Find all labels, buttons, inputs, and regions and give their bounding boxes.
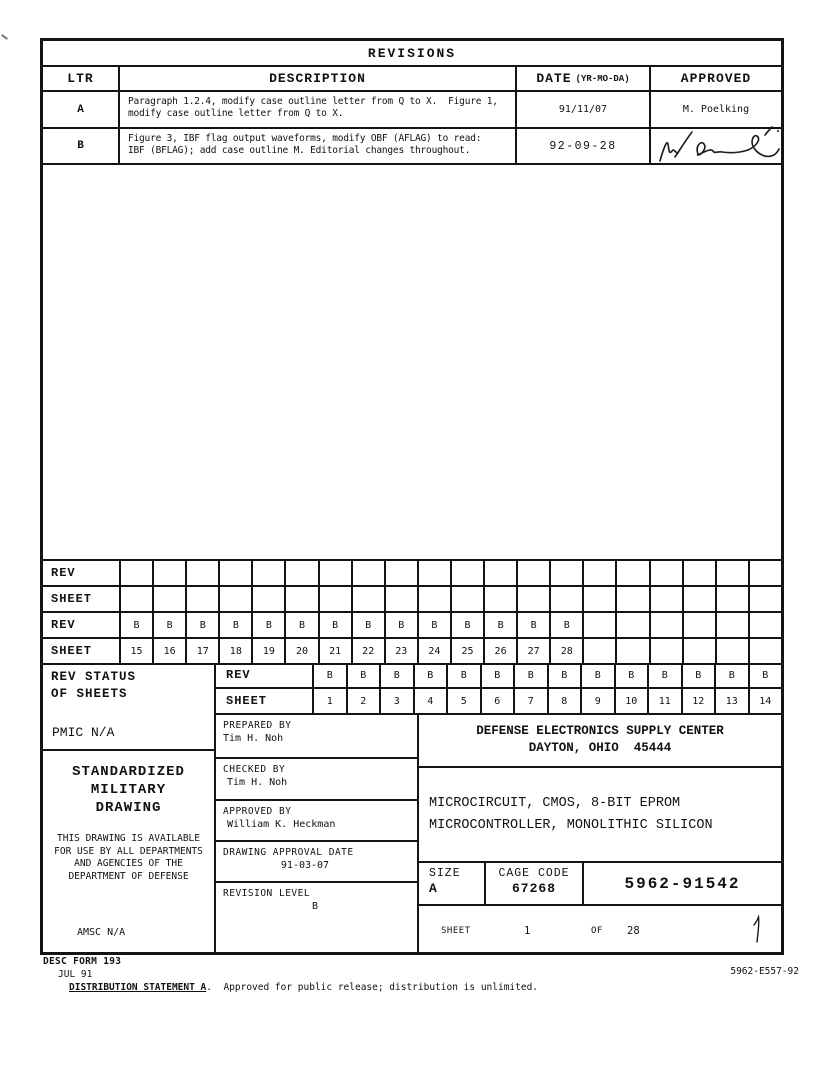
drawing-title-line1: MICROCIRCUIT, CMOS, 8-BIT EPROM (429, 795, 681, 811)
approved-by-value: William K. Heckman (227, 819, 336, 830)
grid-cell (649, 613, 682, 637)
scan-artifact (1, 34, 8, 40)
grid-cell (582, 613, 615, 637)
grid-cell (516, 587, 549, 611)
grid-cell (748, 587, 781, 611)
grid-cell (318, 587, 351, 611)
grid-cell (748, 561, 781, 585)
approval-date-value: 91-03-07 (280, 860, 330, 871)
grid-cell (351, 587, 384, 611)
checked-by-label: CHECKED BY (223, 764, 286, 775)
grid-cell: 15 (130, 645, 143, 657)
grid-cell: B (251, 613, 284, 637)
grid-cell: B (417, 613, 450, 637)
grid-cell (121, 561, 152, 585)
revision-b-approved (651, 129, 781, 163)
prepared-by-label: PREPARED BY (223, 720, 292, 731)
grid-cell (185, 587, 218, 611)
grid-cell: B (326, 669, 333, 681)
grid-cell (649, 561, 682, 585)
grid-cell: B (580, 663, 614, 687)
revision-a-date: 91/11/07 (517, 92, 651, 127)
size-row (419, 863, 781, 906)
grid-cell (218, 561, 251, 585)
status-row-rev-1-14 (216, 663, 781, 689)
size-label: SIZE (429, 867, 461, 880)
grid-cell (715, 639, 748, 663)
signature-scrawl-icon (653, 125, 781, 169)
grid-cell: 9 (580, 689, 614, 713)
grid-cell: 13 (714, 689, 748, 713)
grid-cell: 21 (318, 639, 351, 663)
grid-cell: B (284, 613, 317, 637)
grid-cell (483, 561, 516, 585)
revision-row-a (43, 92, 781, 129)
grid-row-label: REV (43, 561, 121, 585)
revision-level-cell (216, 883, 417, 952)
grid-cell: 2 (346, 689, 380, 713)
grid-cell: 23 (384, 639, 417, 663)
approved-by-label: APPROVED BY (223, 806, 292, 817)
grid-cell (516, 561, 549, 585)
revision-a-desc-line2: modify case outline letter from Q to X. (128, 108, 344, 119)
grid-cell (384, 587, 417, 611)
grid-cell (649, 639, 682, 663)
grid-cell: 5 (446, 689, 480, 713)
drawing-title-cell (419, 768, 781, 863)
smd-title-line3: DRAWING (95, 800, 162, 816)
grid-cell: 26 (483, 639, 516, 663)
grid-cell (582, 587, 615, 611)
title-block-left (43, 715, 216, 952)
grid-cell: B (547, 663, 581, 687)
grid-cells (121, 639, 781, 663)
grid-cell (152, 561, 185, 585)
approved-by-cell (216, 801, 417, 842)
grid-cell (351, 561, 384, 585)
grid-cell (384, 561, 417, 585)
revision-b-letter: B (43, 129, 120, 163)
revisions-table (43, 41, 781, 165)
availability-line2: FOR USE BY ALL DEPARTMENTS (54, 845, 203, 857)
grid-cell (483, 587, 516, 611)
title-block-right (419, 715, 781, 952)
grid-row-rev-15-28 (43, 613, 781, 639)
grid-cell (582, 639, 615, 663)
grid-cell: 24 (417, 639, 450, 663)
grid-cell: 18 (218, 639, 251, 663)
grid-cell (251, 561, 284, 585)
grid-cell: 25 (450, 639, 483, 663)
grid-cell: B (714, 663, 748, 687)
revisions-header-row (43, 67, 781, 92)
status-row-sheet-1-14 (216, 689, 781, 715)
of-label: OF (591, 926, 603, 936)
grid-cell: 4 (413, 689, 447, 713)
grid-cell (748, 613, 781, 637)
grid-cell: 10 (614, 689, 648, 713)
revision-b-desc-line2: IBF (BFLAG); add case outline M. Editorial changes throughout. (128, 145, 471, 156)
grid-row-label: SHEET (43, 587, 121, 611)
rev-status-label-line1: REV STATUS (51, 670, 137, 684)
grid-cell (450, 561, 483, 585)
title-block (43, 715, 781, 952)
prepared-by-value: Tim H. Noh (223, 733, 284, 744)
grid-cell (615, 639, 648, 663)
size-cell (419, 863, 486, 904)
approval-date-label: DRAWING APPROVAL DATE (223, 847, 354, 858)
grid-cell: B (614, 663, 648, 687)
grid-row-sheet-blank (43, 587, 781, 613)
grid-cell (549, 587, 582, 611)
grid-cell: B (480, 663, 514, 687)
sheet-row (419, 906, 781, 952)
grid-cell (615, 587, 648, 611)
grid-cell (318, 561, 351, 585)
footer-distribution-statement (69, 982, 538, 993)
grid-cells (121, 561, 781, 585)
grid-cell (748, 639, 781, 663)
grid-cell: B (748, 663, 782, 687)
grid-cells (121, 587, 781, 611)
footer-form-name: DESC FORM 193 (43, 956, 122, 967)
availability-statement (43, 833, 214, 883)
grid-row-rev-blank (43, 561, 781, 587)
grid-cell (615, 561, 648, 585)
grid-cell (284, 587, 317, 611)
grid-cell: 3 (379, 689, 413, 713)
grid-cell: B (218, 613, 251, 637)
grid-cells (121, 613, 781, 637)
grid-cell (185, 561, 218, 585)
agency-cell (419, 715, 781, 768)
sheet-label: SHEET (441, 926, 471, 936)
revisions-title: REVISIONS (43, 41, 781, 67)
grid-cell (682, 613, 715, 637)
smd-title (43, 763, 214, 817)
grid-cell (715, 587, 748, 611)
grid-cell: B (384, 613, 417, 637)
grid-cell: 14 (748, 689, 782, 713)
drawing-title-line2: MICROCONTROLLER, MONOLITHIC SILICON (429, 817, 713, 833)
grid-cell: B (133, 619, 140, 631)
grid-cell: B (446, 663, 480, 687)
grid-cell (649, 587, 682, 611)
grid-cells (314, 689, 781, 713)
size-value: A (429, 881, 438, 896)
grid-cell: 6 (480, 689, 514, 713)
grid-cell: B (483, 613, 516, 637)
checked-by-value: Tim H. Noh (227, 777, 288, 788)
form-border (40, 38, 784, 955)
document-number: 5962-91542 (624, 874, 741, 893)
grid-cell: B (152, 613, 185, 637)
revision-row-b (43, 129, 781, 165)
grid-cell (715, 613, 748, 637)
grid-row-label: SHEET (43, 639, 121, 663)
grid-cell: B (379, 663, 413, 687)
grid-cell: B (516, 613, 549, 637)
distribution-label: DISTRIBUTION STATEMENT A (69, 982, 207, 993)
grid-cell: 11 (647, 689, 681, 713)
grid-cell (121, 587, 152, 611)
rev-status-block (43, 663, 781, 715)
prepared-by-cell (216, 715, 417, 759)
date-header-label: DATE (536, 71, 572, 86)
amsc-label: AMSC N/A (77, 927, 126, 938)
grid-cell (615, 613, 648, 637)
grid-cell: B (351, 613, 384, 637)
footer-form-date: JUL 91 (58, 969, 93, 980)
availability-line3: AND AGENCIES OF THE (74, 858, 183, 869)
grid-cell: B (450, 613, 483, 637)
title-block-middle (216, 715, 419, 952)
revision-b-desc-line1: Figure 3, IBF flag output waveforms, modify OBF (AFLAG) to read: (128, 133, 482, 144)
grid-cell: 19 (251, 639, 284, 663)
revision-b-date: 92-09-28 (517, 129, 651, 163)
grid-cell (417, 561, 450, 585)
revision-b-description (120, 129, 517, 163)
grid-cell (682, 587, 715, 611)
smd-title-line2: MILITARY (90, 782, 167, 798)
grid-row-label: REV (43, 613, 121, 637)
grid-cell: B (318, 613, 351, 637)
grid-cell (450, 587, 483, 611)
checked-by-cell (216, 759, 417, 801)
revision-a-description (120, 92, 517, 127)
revision-a-desc-line1: Paragraph 1.2.4, modify case outline letter from Q to X. Figure 1, (128, 96, 498, 107)
grid-cell (549, 561, 582, 585)
grid-cell: 20 (284, 639, 317, 663)
smd-title-line1: STANDARDIZED (72, 764, 185, 780)
grid-cell: 27 (516, 639, 549, 663)
grid-cell: B (681, 663, 715, 687)
sheet-total: 28 (627, 925, 640, 937)
grid-row-sheet-15-28 (43, 639, 781, 665)
grid-cell: 1 (326, 695, 333, 707)
cage-code-value: 67268 (511, 881, 556, 896)
handwritten-mark-icon (749, 914, 763, 946)
approved-header: APPROVED (680, 71, 752, 86)
agency-line2: DAYTON, OHIO 45444 (528, 741, 672, 755)
availability-line4: DEPARTMENT OF DEFENSE (68, 870, 189, 882)
grid-cell: 17 (185, 639, 218, 663)
pmic-cell: PMIC N/A (43, 715, 214, 751)
grid-cell: 7 (513, 689, 547, 713)
grid-cell: 8 (547, 689, 581, 713)
grid-cell (218, 587, 251, 611)
grid-cell: 16 (152, 639, 185, 663)
grid-cell: B (185, 613, 218, 637)
availability-line1: THIS DRAWING IS AVAILABLE (57, 833, 200, 844)
grid-cell: 22 (351, 639, 384, 663)
rev-status-label-line2: OF SHEETS (51, 687, 128, 701)
distribution-text: . Approved for public release; distribution is unlimited. (206, 982, 539, 993)
grid-cell: B (346, 663, 380, 687)
grid-cell: 28 (549, 639, 582, 663)
cage-code-label: CAGE CODE (498, 867, 570, 880)
revision-level-label: REVISION LEVEL (223, 888, 311, 899)
grid-cell (251, 587, 284, 611)
status-row-label: REV (216, 663, 314, 687)
revision-level-value: B (311, 901, 319, 912)
grid-cell (284, 561, 317, 585)
grid-cell (417, 587, 450, 611)
revision-a-approved: M. Poelking (682, 104, 750, 115)
revision-a-letter: A (43, 92, 120, 127)
agency-line1: DEFENSE ELECTRONICS SUPPLY CENTER (476, 724, 724, 738)
rev-status-rows (216, 663, 781, 715)
grid-cell: B (647, 663, 681, 687)
ltr-header: LTR (43, 67, 120, 90)
date-header (517, 67, 651, 90)
grid-cells (314, 663, 781, 687)
description-header: DESCRIPTION (120, 67, 517, 90)
grid-cell: 12 (681, 689, 715, 713)
cage-code-cell (486, 863, 584, 904)
rev-status-label (43, 663, 216, 715)
grid-cell (715, 561, 748, 585)
grid-cell (682, 639, 715, 663)
grid-cell (152, 587, 185, 611)
grid-cell: B (513, 663, 547, 687)
date-format-label: (YR-MO-DA) (575, 73, 630, 84)
grid-cell: B (413, 663, 447, 687)
status-row-label: SHEET (216, 689, 314, 713)
document-number-cell (584, 863, 781, 904)
smd-box (43, 751, 214, 952)
footer-document-code: 5962-E557-92 (730, 966, 799, 977)
rev-sheet-grid (43, 559, 781, 665)
grid-cell: B (549, 613, 582, 637)
approval-date-cell (216, 842, 417, 883)
grid-cell (682, 561, 715, 585)
grid-cell (582, 561, 615, 585)
sheet-number: 1 (524, 925, 531, 937)
